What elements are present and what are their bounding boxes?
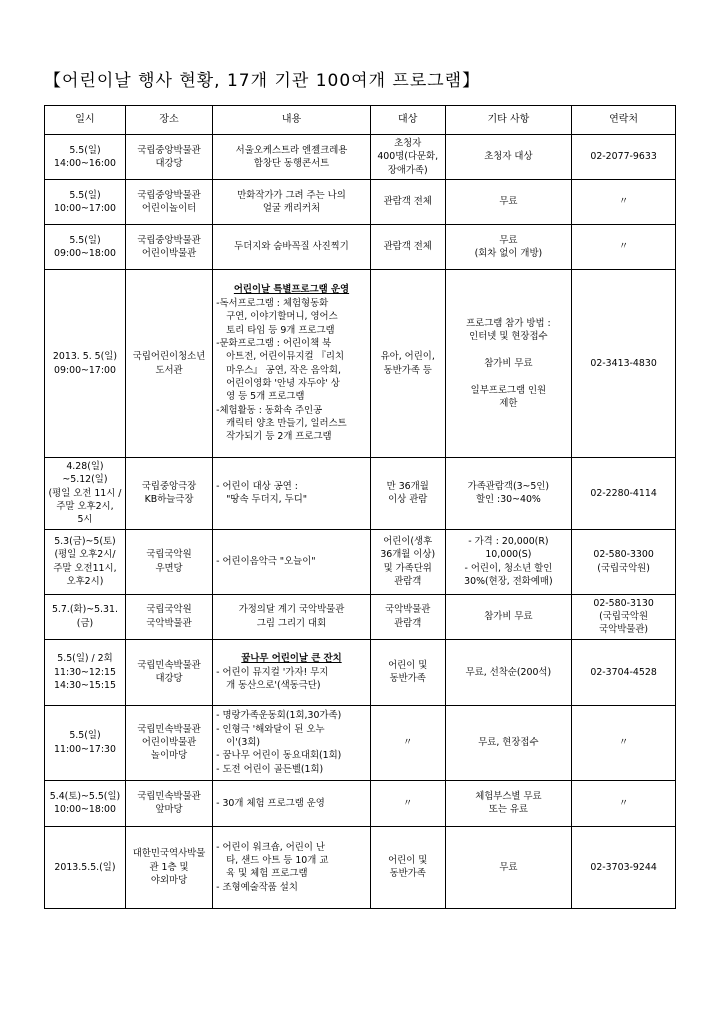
cell-target <box>370 135 445 180</box>
cell-line: 5.5(일) <box>69 730 101 742</box>
document-title: 【어린이날 행사 현황, 17개 기관 100여개 프로그램】 <box>44 71 481 91</box>
cell-line: 02-2280-4114 <box>590 487 657 499</box>
cell-line: 주말 오후2시, 5시 <box>56 501 114 526</box>
cell-target <box>370 780 445 826</box>
cell-content <box>213 705 371 780</box>
cell-etc <box>445 594 572 639</box>
cell-line: - 조형예술작품 설치 <box>216 881 298 893</box>
cell-line: 어린이박물관 <box>141 737 197 749</box>
cell-line: 동반가족 <box>389 868 426 880</box>
cell-etc <box>445 529 572 594</box>
cell-line: 국립중앙박물관 <box>137 234 201 246</box>
cell-etc <box>445 180 572 225</box>
table-row <box>45 594 676 639</box>
cell-date <box>45 180 126 225</box>
cell-place <box>125 180 212 225</box>
cell-line: 5.5(일) <box>69 189 101 201</box>
cell-etc <box>445 780 572 826</box>
cell-line: 〃 <box>403 737 413 749</box>
cell-date <box>45 780 126 826</box>
cell-content <box>213 529 371 594</box>
cell-line: 동반가족 <box>389 673 426 685</box>
cell-line: 11:00~17:30 <box>54 743 116 755</box>
cell-date <box>45 639 126 705</box>
cell-content <box>213 458 371 530</box>
table-row <box>45 270 676 458</box>
cell-line: 14:00~16:00 <box>54 158 116 170</box>
cell-line: 만 36개월 <box>386 481 429 493</box>
table-header-row <box>45 106 676 135</box>
cell-line: 11:30~12:15 <box>54 666 116 678</box>
cell-line: 얼굴 캐리커처 <box>262 203 321 215</box>
cell-line: 국립중앙극장 <box>141 481 197 493</box>
cell-target <box>370 639 445 705</box>
cell-line: 2013.5.5.(일) <box>54 861 116 873</box>
cell-line: 가족관람객(3~5인) <box>467 481 550 493</box>
cell-line: 무료 <box>499 196 518 208</box>
cell-line: 관람객 전체 <box>383 196 432 208</box>
cell-line: 무료 <box>499 234 518 246</box>
cell-line: 02-2077-9633 <box>590 151 657 163</box>
cell-line: 이'(3회) <box>226 737 261 749</box>
event-table <box>44 105 676 909</box>
cell-line: 관람객 전체 <box>383 241 432 253</box>
table-row <box>45 458 676 530</box>
cell-content <box>213 780 371 826</box>
cell-content <box>213 594 371 639</box>
header-target: 대상 <box>370 106 445 135</box>
cell-line: 도서관 <box>155 364 183 376</box>
cell-date <box>45 826 126 908</box>
cell-content <box>213 639 371 705</box>
cell-line: 4.28(일) <box>66 461 104 473</box>
cell-line: 가정의달 계기 국악박물관 <box>238 604 345 616</box>
cell-line: 오후2시) <box>66 576 104 588</box>
cell-etc <box>445 225 572 270</box>
cell-line: 두더지와 숨바꼭질 사진찍기 <box>234 241 349 253</box>
cell-line: 30%(현장, 전화예매) <box>464 576 553 588</box>
cell-line: 놀이마당 <box>150 750 188 762</box>
cell-line: 타, 샌드 아트 등 10개 교 <box>226 854 329 866</box>
cell-line: 앞마당 <box>155 804 183 816</box>
cell-line: 2013. 5. 5(일) <box>52 351 118 363</box>
cell-contact <box>572 594 676 639</box>
content-heading: 어린이날 특별프로그램 운영 <box>233 284 350 296</box>
table-row <box>45 180 676 225</box>
cell-content <box>213 270 371 458</box>
cell-line: 5.5(일) <box>69 144 101 156</box>
cell-line: 동반가족 등 <box>383 364 432 376</box>
cell-line: 국립어린이청소년 <box>132 351 206 363</box>
cell-line: 〃 <box>618 196 629 208</box>
cell-target <box>370 180 445 225</box>
cell-line: 5.5(일) / 2회 <box>57 653 113 665</box>
cell-place <box>125 826 212 908</box>
cell-contact <box>572 180 676 225</box>
cell-line: 〃 <box>403 797 413 809</box>
cell-target <box>370 225 445 270</box>
cell-line: 토리 타임 등 9개 프로그램 <box>226 324 335 336</box>
cell-line: 어린이 및 <box>388 659 428 671</box>
cell-line: 02-3703-9244 <box>590 861 657 873</box>
cell-date <box>45 135 126 180</box>
cell-line: -독서프로그램 : 체험형동화 <box>216 297 329 309</box>
cell-line: 국립민속박물관 <box>137 790 201 802</box>
cell-line: ~5.12(일) <box>62 474 108 486</box>
cell-line: - 30개 체험 프로그램 운영 <box>216 797 325 809</box>
cell-place <box>125 225 212 270</box>
table-row <box>45 135 676 180</box>
cell-etc <box>445 458 572 530</box>
cell-etc <box>445 826 572 908</box>
cell-line: 대강당 <box>155 158 183 170</box>
cell-line: - 명랑가족운동회(1회,30가족) <box>216 710 342 722</box>
cell-line: -체험활동 : 동화속 주인공 <box>216 404 323 416</box>
cell-line: 주말 오전11시, <box>53 562 117 574</box>
cell-line: 〃 <box>618 737 629 749</box>
cell-line: 무료 <box>499 861 518 873</box>
cell-line: 5.7.(화)~5.31.(금) <box>51 604 118 629</box>
content-heading: 꿈나무 어린이날 큰 잔치 <box>241 653 342 665</box>
cell-line: 야외마당 <box>150 874 188 886</box>
cell-line: 국립국악원 <box>146 549 192 561</box>
cell-line: -문화프로그램 : 어린이책 북 <box>216 337 332 349</box>
cell-line: 아트전, 어린이뮤지컬 『리치 <box>226 351 345 363</box>
cell-etc <box>445 270 572 458</box>
cell-line: 할인 :30~40% <box>475 494 541 506</box>
cell-line: 장애가족) <box>387 164 428 176</box>
cell-line: 5.4(토)~5.5(일) <box>49 790 121 802</box>
cell-content <box>213 135 371 180</box>
cell-date <box>45 529 126 594</box>
table-row <box>45 529 676 594</box>
cell-line: 초청자 대상 <box>484 151 533 163</box>
cell-line: 마우스』 공연, 작은 음악회, <box>226 364 341 376</box>
header-etc: 기타 사항 <box>445 106 572 135</box>
cell-target <box>370 705 445 780</box>
cell-line: 일부프로그램 인원 <box>470 384 547 396</box>
cell-line: 5.3(금)~5(토) <box>54 536 116 548</box>
cell-line: 우면당 <box>155 562 183 574</box>
cell-date <box>45 270 126 458</box>
cell-line: 제한 <box>499 397 518 409</box>
cell-target <box>370 458 445 530</box>
table-row <box>45 780 676 826</box>
cell-line: 만화작가가 그려 주는 나의 <box>237 189 346 201</box>
table-row <box>45 639 676 705</box>
cell-line: 10:00~17:00 <box>54 203 116 215</box>
cell-line: 영 등 5개 프로그램 <box>226 391 305 403</box>
header-date: 일시 <box>45 106 126 135</box>
cell-content <box>213 225 371 270</box>
header-content: 내용 <box>213 106 371 135</box>
cell-target <box>370 270 445 458</box>
cell-date <box>45 225 126 270</box>
cell-line: 프로그램 참가 방법 : <box>466 317 551 329</box>
cell-target <box>370 826 445 908</box>
cell-line: 〃 <box>618 797 629 809</box>
cell-line: 02-580-3300 <box>593 549 654 561</box>
cell-line: 국립중앙박물관 <box>137 189 201 201</box>
table-row <box>45 225 676 270</box>
cell-line: 국립중앙박물관 <box>137 144 201 156</box>
cell-line: 육 및 체험 프로그램 <box>226 868 308 880</box>
cell-line: - 도전 어린이 골든벨(1회) <box>216 763 324 775</box>
cell-line: 무료, 선착순(200석) <box>465 666 552 678</box>
cell-etc <box>445 639 572 705</box>
cell-contact <box>572 135 676 180</box>
cell-line: 09:00~18:00 <box>54 248 116 260</box>
cell-line: (회차 없이 개방) <box>474 248 543 260</box>
cell-content <box>213 180 371 225</box>
cell-line: - 어린이 대상 공연 : <box>216 481 298 493</box>
cell-line: 및 가족단위 <box>383 562 432 574</box>
cell-contact <box>572 529 676 594</box>
cell-line: 그림 그리기 대회 <box>256 617 327 629</box>
cell-line: 14:30~15:15 <box>54 679 116 691</box>
cell-line: 어린이 및 <box>388 854 428 866</box>
cell-line: 또는 유료 <box>488 804 528 816</box>
cell-target <box>370 529 445 594</box>
cell-line <box>449 370 569 383</box>
cell-line: (국립국악원 <box>599 611 649 623</box>
cell-contact <box>572 458 676 530</box>
cell-line <box>449 344 569 357</box>
cell-line: (평일 오전 11시 / <box>48 487 122 499</box>
cell-line: 국악박물관 <box>385 604 431 616</box>
cell-line: (국립국악원) <box>597 562 650 574</box>
cell-place <box>125 458 212 530</box>
cell-line: - 인형극 '해와달이 된 오누 <box>216 723 325 735</box>
cell-line: 400명(다문화, <box>377 151 439 163</box>
cell-place <box>125 780 212 826</box>
cell-date <box>45 458 126 530</box>
cell-date <box>45 705 126 780</box>
cell-contact <box>572 705 676 780</box>
cell-line: 02-580-3130 <box>593 597 654 609</box>
cell-line: 캐릭터 양초 만들기, 일러스트 <box>226 417 347 429</box>
cell-line: 국립국악원 <box>146 604 192 616</box>
cell-date <box>45 594 126 639</box>
cell-etc <box>445 705 572 780</box>
cell-contact <box>572 270 676 458</box>
cell-line: - 어린이, 청소년 할인 <box>464 562 553 574</box>
cell-line: 개 동산으로'(색동극단) <box>226 679 321 691</box>
cell-line: 관람객 <box>394 576 422 588</box>
cell-line: 국악박물관) <box>599 624 649 636</box>
cell-line: 유아, 어린이, <box>380 351 435 363</box>
cell-line: 관람객 <box>394 617 422 629</box>
cell-line: 36개월 이상) <box>380 549 436 561</box>
cell-place <box>125 705 212 780</box>
cell-line: - 어린이 워크숍, 어린이 난 <box>216 841 325 853</box>
cell-line: 10:00~18:00 <box>54 804 116 816</box>
cell-contact <box>572 826 676 908</box>
cell-line: 인터넷 및 현장접수 <box>469 331 548 343</box>
cell-line: 02-3413-4830 <box>590 357 657 369</box>
cell-line: 5.5(일) <box>69 234 101 246</box>
header-contact: 연락처 <box>572 106 676 135</box>
cell-line: 작가되기 등 2개 프로그램 <box>226 431 332 443</box>
cell-line: 대강당 <box>155 673 183 685</box>
cell-line: 02-3704-4528 <box>590 666 657 678</box>
cell-line: 초청자 <box>394 138 422 149</box>
cell-line: 국립민속박물관 <box>137 659 201 671</box>
cell-line: KB하늘극장 <box>144 494 194 506</box>
cell-line: 어린이영화 '안녕 자두야' 상 <box>226 377 340 389</box>
cell-line: 관 1층 및 <box>149 861 189 873</box>
table-row <box>45 705 676 780</box>
cell-line: 참가비 무료 <box>484 611 533 623</box>
cell-line: 09:00~17:00 <box>54 364 116 376</box>
cell-place <box>125 135 212 180</box>
cell-line: 국립민속박물관 <box>137 723 201 735</box>
table-row <box>45 826 676 908</box>
cell-line: 무료, 현장접수 <box>478 737 539 749</box>
cell-line: 어린이박물관 <box>141 248 197 260</box>
cell-content <box>213 826 371 908</box>
cell-place <box>125 529 212 594</box>
cell-line: 〃 <box>618 241 629 253</box>
cell-contact <box>572 780 676 826</box>
cell-contact <box>572 639 676 705</box>
cell-line: - 어린이음악극 "오늘이" <box>216 556 316 568</box>
cell-line: "땅속 두더지, 두디" <box>226 494 308 506</box>
cell-line: 이상 관람 <box>388 494 428 506</box>
cell-place <box>125 639 212 705</box>
header-place: 장소 <box>125 106 212 135</box>
cell-line: 국악박물관 <box>146 617 192 629</box>
cell-line: - 가격 : 20,000(R) <box>468 536 549 548</box>
cell-target <box>370 594 445 639</box>
cell-line: 어린이(생후 <box>383 536 433 548</box>
cell-line: 합창단 동행콘서트 <box>253 158 330 170</box>
cell-place <box>125 270 212 458</box>
cell-line: 어린이놀이터 <box>141 203 197 215</box>
cell-line: - 어린이 뮤지컬 '가자! 무지 <box>216 666 329 678</box>
cell-line: (평일 오후2시/ <box>54 549 116 561</box>
cell-line: 대한민국역사박물 <box>132 848 206 860</box>
cell-line: 10,000(S) <box>485 549 532 561</box>
cell-contact <box>572 225 676 270</box>
cell-place <box>125 594 212 639</box>
cell-line: - 꿈나무 어린이 동요대회(1회) <box>216 750 342 762</box>
cell-line: 참가비 무료 <box>484 357 533 369</box>
cell-line: 체험부스별 무료 <box>475 790 542 802</box>
cell-line: 서울오케스트라 엔젤크레용 <box>235 144 348 156</box>
cell-line: 구연, 이야기할머니, 영어스 <box>226 311 338 323</box>
cell-etc <box>445 135 572 180</box>
